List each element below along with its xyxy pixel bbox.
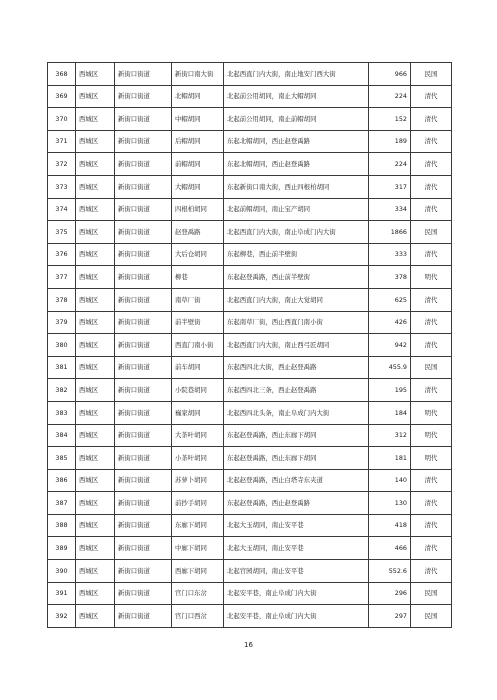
cell-district: 西城区 — [76, 153, 115, 176]
cell-era: 清代 — [411, 514, 452, 537]
cell-street-office: 新街口街道 — [115, 492, 172, 515]
table-row — [48, 356, 452, 379]
cell-number: 388 — [48, 514, 76, 537]
cell-length: 224 — [369, 153, 411, 176]
table-row — [48, 153, 452, 176]
cell-era: 民国 — [411, 221, 452, 244]
cell-district: 西城区 — [76, 221, 115, 244]
table-body — [48, 63, 452, 628]
cell-length: 552.6 — [369, 560, 411, 583]
cell-length: 333 — [369, 243, 411, 266]
cell-length: 426 — [369, 311, 411, 334]
cell-street-office: 新街口街道 — [115, 221, 172, 244]
table-row — [48, 447, 452, 470]
cell-number: 369 — [48, 85, 76, 108]
cell-length: 152 — [369, 108, 411, 131]
cell-street-office: 新街口街道 — [115, 356, 172, 379]
cell-hutong-name: 大后仓胡同 — [172, 243, 224, 266]
cell-era: 清代 — [411, 334, 452, 357]
cell-district: 西城区 — [76, 514, 115, 537]
cell-length: 334 — [369, 198, 411, 221]
cell-number: 387 — [48, 492, 76, 515]
cell-street-office: 新街口街道 — [115, 266, 172, 289]
cell-hutong-name: 新街口南大街 — [172, 63, 224, 86]
cell-length: 224 — [369, 85, 411, 108]
cell-number: 385 — [48, 447, 76, 470]
cell-era: 清代 — [411, 537, 452, 560]
table-row — [48, 492, 452, 515]
cell-number: 391 — [48, 582, 76, 605]
cell-street-office: 新街口街道 — [115, 514, 172, 537]
cell-location: 东起北帽胡同，西止赵登禹路 — [224, 153, 369, 176]
cell-era: 清代 — [411, 85, 452, 108]
cell-location: 北起前帽胡同，南止宝产胡同 — [224, 198, 369, 221]
cell-street-office: 新街口街道 — [115, 447, 172, 470]
cell-era: 明代 — [411, 424, 452, 447]
hutong-records-table — [47, 62, 452, 628]
table-row — [48, 221, 452, 244]
cell-number: 375 — [48, 221, 76, 244]
cell-hutong-name: 西直门南小街 — [172, 334, 224, 357]
cell-hutong-name: 后帽胡同 — [172, 130, 224, 153]
cell-street-office: 新街口街道 — [115, 537, 172, 560]
cell-district: 西城区 — [76, 266, 115, 289]
cell-era: 民国 — [411, 605, 452, 628]
cell-hutong-name: 前帽胡同 — [172, 153, 224, 176]
cell-location: 东起西四北大街，西止赵登禹路 — [224, 356, 369, 379]
cell-district: 西城区 — [76, 288, 115, 311]
table-row — [48, 288, 452, 311]
cell-district: 西城区 — [76, 424, 115, 447]
cell-hutong-name: 四根柏胡同 — [172, 198, 224, 221]
cell-district: 西城区 — [76, 401, 115, 424]
cell-hutong-name: 柳巷 — [172, 266, 224, 289]
table-row — [48, 424, 452, 447]
cell-length: 466 — [369, 537, 411, 560]
cell-hutong-name: 小茶叶胡同 — [172, 447, 224, 470]
cell-district: 西城区 — [76, 311, 115, 334]
cell-hutong-name: 赵登禹路 — [172, 221, 224, 244]
cell-street-office: 新街口街道 — [115, 582, 172, 605]
table-row — [48, 266, 452, 289]
cell-hutong-name: 小院巷胡同 — [172, 379, 224, 402]
cell-district: 西城区 — [76, 356, 115, 379]
cell-era: 清代 — [411, 560, 452, 583]
cell-location: 东起西四北三条，西止赵登禹路 — [224, 379, 369, 402]
cell-location: 北起赵登禹路，西止白塔寺东夹道 — [224, 469, 369, 492]
cell-district: 西城区 — [76, 198, 115, 221]
cell-hutong-name: 大茶叶胡同 — [172, 424, 224, 447]
table-row — [48, 469, 452, 492]
cell-number: 373 — [48, 175, 76, 198]
cell-era: 清代 — [411, 198, 452, 221]
cell-number: 384 — [48, 424, 76, 447]
cell-number: 370 — [48, 108, 76, 131]
cell-street-office: 新街口街道 — [115, 424, 172, 447]
cell-location: 东起赵登禹路，西止前半壁街 — [224, 266, 369, 289]
cell-hutong-name: 巍家胡同 — [172, 401, 224, 424]
cell-length: 297 — [369, 605, 411, 628]
cell-district: 西城区 — [76, 560, 115, 583]
cell-hutong-name: 南草厂街 — [172, 288, 224, 311]
cell-location: 东起北帽胡同，西止赵登禹路 — [224, 130, 369, 153]
cell-length: 130 — [369, 492, 411, 515]
cell-location: 北起安平巷，南止阜成门内大街 — [224, 605, 369, 628]
cell-location: 北起大玉胡同，南止安平巷 — [224, 514, 369, 537]
cell-district: 西城区 — [76, 492, 115, 515]
cell-district: 西城区 — [76, 605, 115, 628]
cell-number: 382 — [48, 379, 76, 402]
cell-number: 379 — [48, 311, 76, 334]
cell-number: 390 — [48, 560, 76, 583]
cell-era: 民国 — [411, 582, 452, 605]
cell-street-office: 新街口街道 — [115, 63, 172, 86]
cell-length: 1866 — [369, 221, 411, 244]
cell-number: 380 — [48, 334, 76, 357]
cell-length: 312 — [369, 424, 411, 447]
cell-street-office: 新街口街道 — [115, 198, 172, 221]
cell-street-office: 新街口街道 — [115, 401, 172, 424]
cell-location: 北起西四北头条，南止阜成门内大街 — [224, 401, 369, 424]
cell-street-office: 新街口街道 — [115, 85, 172, 108]
cell-number: 383 — [48, 401, 76, 424]
cell-district: 西城区 — [76, 108, 115, 131]
cell-location: 北起前公用胡同，南止大帽胡同 — [224, 85, 369, 108]
table-row — [48, 560, 452, 583]
cell-era: 清代 — [411, 311, 452, 334]
cell-era: 清代 — [411, 108, 452, 131]
table-row — [48, 85, 452, 108]
cell-street-office: 新街口街道 — [115, 560, 172, 583]
cell-district: 西城区 — [76, 175, 115, 198]
cell-length: 625 — [369, 288, 411, 311]
cell-hutong-name: 前抄手胡同 — [172, 492, 224, 515]
table-row — [48, 243, 452, 266]
cell-location: 东起赵登禹路，西止赵登禹路 — [224, 492, 369, 515]
cell-location: 北起西直门内大街，南止西弓匠胡同 — [224, 334, 369, 357]
cell-length: 455.9 — [369, 356, 411, 379]
cell-length: 942 — [369, 334, 411, 357]
cell-hutong-name: 北帽胡同 — [172, 85, 224, 108]
cell-number: 377 — [48, 266, 76, 289]
cell-number: 372 — [48, 153, 76, 176]
cell-length: 184 — [369, 401, 411, 424]
cell-street-office: 新街口街道 — [115, 153, 172, 176]
cell-location: 东起柳巷，西止前半壁街 — [224, 243, 369, 266]
cell-street-office: 新街口街道 — [115, 605, 172, 628]
cell-length: 195 — [369, 379, 411, 402]
cell-length: 317 — [369, 175, 411, 198]
cell-district: 西城区 — [76, 447, 115, 470]
cell-location: 北起西直门内大街，南止阜成门内大街 — [224, 221, 369, 244]
cell-number: 376 — [48, 243, 76, 266]
cell-length: 140 — [369, 469, 411, 492]
table-row — [48, 582, 452, 605]
cell-length: 418 — [369, 514, 411, 537]
cell-location: 北起西直门内大街，南止地安门西大街 — [224, 63, 369, 86]
cell-location: 北起西直门内大街，南止大觉胡同 — [224, 288, 369, 311]
cell-district: 西城区 — [76, 379, 115, 402]
cell-hutong-name: 前半壁街 — [172, 311, 224, 334]
cell-street-office: 新街口街道 — [115, 311, 172, 334]
cell-location: 东起赵登禹路，西止东廊下胡同 — [224, 447, 369, 470]
cell-district: 西城区 — [76, 582, 115, 605]
table-row — [48, 108, 452, 131]
table-row — [48, 63, 452, 86]
cell-location: 东起新街口南大街，西止四根柏胡同 — [224, 175, 369, 198]
cell-location: 北起前公用胡同，南止前帽胡同 — [224, 108, 369, 131]
cell-era: 清代 — [411, 175, 452, 198]
cell-district: 西城区 — [76, 243, 115, 266]
table-row — [48, 334, 452, 357]
cell-street-office: 新街口街道 — [115, 469, 172, 492]
cell-location: 北起官园胡同，南止安平巷 — [224, 560, 369, 583]
table-row — [48, 379, 452, 402]
cell-era: 清代 — [411, 288, 452, 311]
cell-length: 181 — [369, 447, 411, 470]
cell-era: 民国 — [411, 63, 452, 86]
cell-length: 966 — [369, 63, 411, 86]
table-row — [48, 198, 452, 221]
table-row — [48, 401, 452, 424]
cell-era: 清代 — [411, 153, 452, 176]
cell-street-office: 新街口街道 — [115, 130, 172, 153]
cell-length: 378 — [369, 266, 411, 289]
cell-street-office: 新街口街道 — [115, 288, 172, 311]
cell-street-office: 新街口街道 — [115, 379, 172, 402]
table-row — [48, 311, 452, 334]
cell-location: 东起南草厂街，西止西直门南小街 — [224, 311, 369, 334]
cell-location: 北起安平巷，南止阜成门内大街 — [224, 582, 369, 605]
cell-hutong-name: 前车胡同 — [172, 356, 224, 379]
cell-number: 368 — [48, 63, 76, 86]
cell-street-office: 新街口街道 — [115, 334, 172, 357]
cell-number: 389 — [48, 537, 76, 560]
cell-hutong-name: 西廊下胡同 — [172, 560, 224, 583]
cell-number: 378 — [48, 288, 76, 311]
cell-hutong-name: 官门口东岔 — [172, 582, 224, 605]
cell-number: 371 — [48, 130, 76, 153]
cell-district: 西城区 — [76, 130, 115, 153]
cell-district: 西城区 — [76, 469, 115, 492]
cell-era: 清代 — [411, 243, 452, 266]
cell-hutong-name: 官门口西岔 — [172, 605, 224, 628]
table-row — [48, 175, 452, 198]
cell-district: 西城区 — [76, 85, 115, 108]
cell-hutong-name: 东廊下胡同 — [172, 514, 224, 537]
cell-hutong-name: 中廊下胡同 — [172, 537, 224, 560]
cell-district: 西城区 — [76, 63, 115, 86]
cell-location: 东起赵登禹路，西止东廊下胡同 — [224, 424, 369, 447]
table-row — [48, 605, 452, 628]
cell-number: 374 — [48, 198, 76, 221]
cell-length: 189 — [369, 130, 411, 153]
cell-era: 明代 — [411, 401, 452, 424]
cell-era: 明代 — [411, 266, 452, 289]
table-row — [48, 130, 452, 153]
table-row — [48, 514, 452, 537]
cell-district: 西城区 — [76, 537, 115, 560]
cell-era: 明代 — [411, 447, 452, 470]
cell-number: 386 — [48, 469, 76, 492]
cell-street-office: 新街口街道 — [115, 243, 172, 266]
cell-district: 西城区 — [76, 334, 115, 357]
cell-hutong-name: 中帽胡同 — [172, 108, 224, 131]
table-row — [48, 537, 452, 560]
cell-era: 清代 — [411, 492, 452, 515]
cell-era: 清代 — [411, 469, 452, 492]
cell-street-office: 新街口街道 — [115, 108, 172, 131]
cell-era: 民国 — [411, 356, 452, 379]
cell-hutong-name: 大帽胡同 — [172, 175, 224, 198]
cell-location: 北起大玉胡同，南止安平巷 — [224, 537, 369, 560]
cell-length: 296 — [369, 582, 411, 605]
cell-hutong-name: 苏萝卜胡同 — [172, 469, 224, 492]
page-number: 16 — [244, 641, 253, 649]
cell-number: 392 — [48, 605, 76, 628]
cell-street-office: 新街口街道 — [115, 175, 172, 198]
cell-number: 381 — [48, 356, 76, 379]
cell-era: 清代 — [411, 130, 452, 153]
cell-era: 清代 — [411, 379, 452, 402]
